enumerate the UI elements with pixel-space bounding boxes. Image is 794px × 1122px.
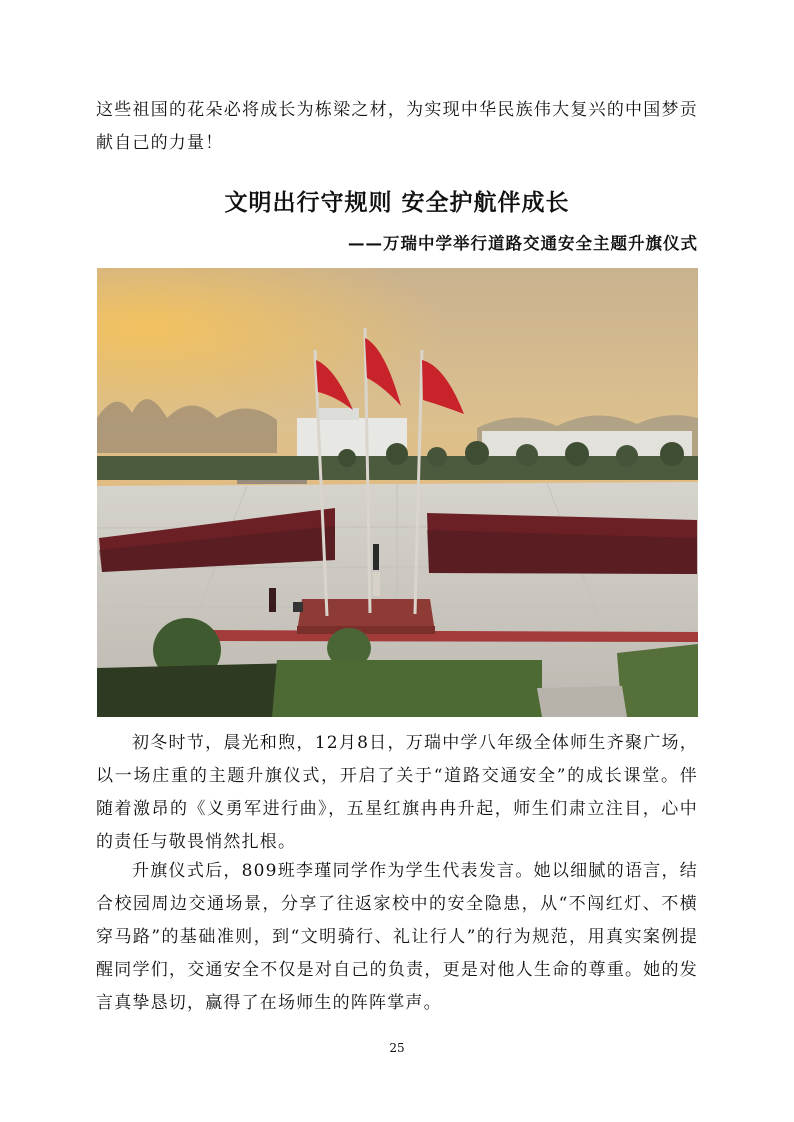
intro-paragraph: 这些祖国的花朵必将成长为栋梁之材，为实现中华民族伟大复兴的中国梦贡献自己的力量！ xyxy=(96,100,698,153)
flag-raising-photo xyxy=(97,268,698,717)
body-paragraph: 升旗仪式后，809班李瑾同学作为学生代表发言。她以细腻的语言，结合校园周边交通场景，分享了往返家校中的安全隐患，从“不闯红灯、不横穿马路”的基础准则，到“文明骑行、礼让行人”的行为规范，用真实案例提醒同学们，交通安全不仅是对自己的负责，更是对他人生命的尊重。她的发言真挚恳切，赢得了在场师生的阵阵掌声。 xyxy=(96,861,698,1013)
article-subtitle: ——万瑞中学举行道路交通安全主题升旗仪式 xyxy=(348,234,698,253)
body-paragraph: 初冬时节，晨光和煦，12月8日，万瑞中学八年级全体师生齐聚广场，以一场庄重的主题升旗仪式，开启了关于“道路交通安全”的成长课堂。伴随着激昂的《义勇军进行曲》，五星红旗冉冉升起，师生们肃立注目，心中的责任与敬畏悄然扎根。 xyxy=(96,733,698,852)
page-number: 25 xyxy=(389,1041,405,1055)
article-title: 文明出行守规则 安全护航伴成长 xyxy=(224,190,570,216)
